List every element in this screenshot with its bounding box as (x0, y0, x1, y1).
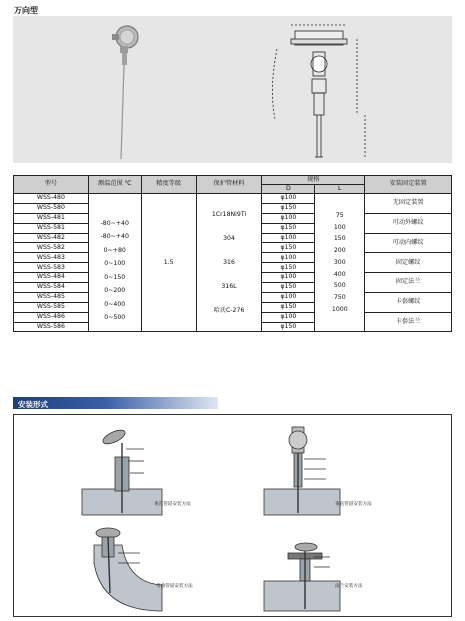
model-cell: WSS-583 (14, 263, 89, 273)
install-caption: 弯曲管道安装方法 (156, 584, 193, 589)
install-caption: 垂直管道安装方法 (335, 502, 372, 507)
section-title: 万向型 (14, 6, 38, 15)
install-section-title: 安装形式 (18, 399, 48, 409)
header-temp-range: 测温范围 ℃ (88, 176, 141, 194)
model-cell: WSS-581 (14, 223, 89, 233)
d-cell: φ100 (262, 312, 315, 322)
mounting-cell: 固定法兰 (365, 273, 452, 293)
header-model: 型号 (14, 176, 89, 194)
model-cell: WSS-580 (14, 203, 89, 213)
length-value: 1000 (331, 305, 348, 313)
header-dimensions: 规格 (262, 176, 365, 185)
install-caption: 垂直管道安装方法 (154, 502, 191, 507)
spec-table (13, 175, 452, 332)
install-caption: 法兰安装方法 (335, 584, 363, 589)
length-value: 75 (335, 212, 344, 220)
length-value: 150 (333, 235, 346, 243)
model-cell: WSS-585 (14, 302, 89, 312)
header-mounting: 安装固定装置 (365, 176, 452, 194)
length-value: 500 (333, 282, 346, 290)
length-value: 750 (333, 293, 346, 301)
model-cell: WSS-586 (14, 322, 89, 332)
install-figure-panel (13, 414, 452, 617)
d-cell: φ100 (262, 233, 315, 243)
material-value: 316L (221, 282, 237, 290)
mounting-cell: 卡套法兰 (365, 312, 452, 332)
accuracy-cell: 1.5 (141, 194, 196, 332)
material-value: 316 (223, 258, 235, 266)
length-value: 400 (333, 270, 346, 278)
model-cell: WSS-485 (14, 292, 89, 302)
material-value: 哈氏C-276 (213, 306, 245, 314)
length-value: 200 (333, 247, 346, 255)
product-figure-panel (13, 16, 452, 163)
temp-range-value: 0~200 (104, 287, 126, 295)
d-cell: φ100 (262, 273, 315, 283)
mounting-cell: 固定螺纹 (365, 253, 452, 273)
install-diagram-bent-pipe (82, 523, 212, 618)
d-cell: φ100 (262, 253, 315, 263)
material-value: 1Cr18Ni9Ti (211, 210, 247, 218)
model-cell: WSS-481 (14, 213, 89, 223)
model-cell: WSS-480 (14, 194, 89, 204)
model-cell: WSS-582 (14, 243, 89, 253)
header-tube-material: 保护管材料 (196, 176, 262, 194)
tube-material-cell (196, 194, 262, 332)
temp-range-value: 0~100 (104, 260, 126, 268)
d-cell: φ150 (262, 263, 315, 273)
model-cell: WSS-483 (14, 253, 89, 263)
header-l: L (315, 185, 365, 194)
mounting-cell: 无固定装置 (365, 194, 452, 214)
thermometer-photo (103, 22, 163, 162)
temp-range-value: -80~+40 (100, 219, 129, 227)
material-value: 304 (223, 234, 235, 242)
model-cell: WSS-584 (14, 283, 89, 293)
model-cell: WSS-486 (14, 312, 89, 322)
temp-range-value: 0~150 (104, 273, 126, 281)
d-cell: φ150 (262, 243, 315, 253)
temp-range-value: -80~+40 (100, 233, 129, 241)
length-value: 300 (333, 258, 346, 266)
temp-range-cell (88, 194, 141, 332)
length-cell (315, 194, 365, 332)
install-section-header (13, 397, 218, 409)
d-cell: φ150 (262, 302, 315, 312)
mounting-cell: 可动内螺纹 (365, 233, 452, 253)
d-cell: φ150 (262, 283, 315, 293)
model-cell: WSS-484 (14, 273, 89, 283)
temp-range-value: 0~+80 (103, 246, 126, 254)
header-accuracy: 精度等级 (141, 176, 196, 194)
mounting-cell: 卡套螺纹 (365, 292, 452, 312)
temp-range-value: 0~400 (104, 300, 126, 308)
d-cell: φ100 (262, 194, 315, 204)
temp-range-value: 0~500 (104, 314, 126, 322)
d-cell: φ150 (262, 203, 315, 213)
model-cell: WSS-482 (14, 233, 89, 243)
install-diagram-flange (264, 523, 384, 618)
d-cell: φ150 (262, 322, 315, 332)
d-cell: φ150 (262, 223, 315, 233)
length-value: 100 (333, 223, 346, 231)
dimension-drawing (257, 19, 387, 164)
header-d: D (262, 185, 315, 194)
d-cell: φ100 (262, 292, 315, 302)
mounting-cell: 可动外螺纹 (365, 213, 452, 233)
d-cell: φ100 (262, 213, 315, 223)
